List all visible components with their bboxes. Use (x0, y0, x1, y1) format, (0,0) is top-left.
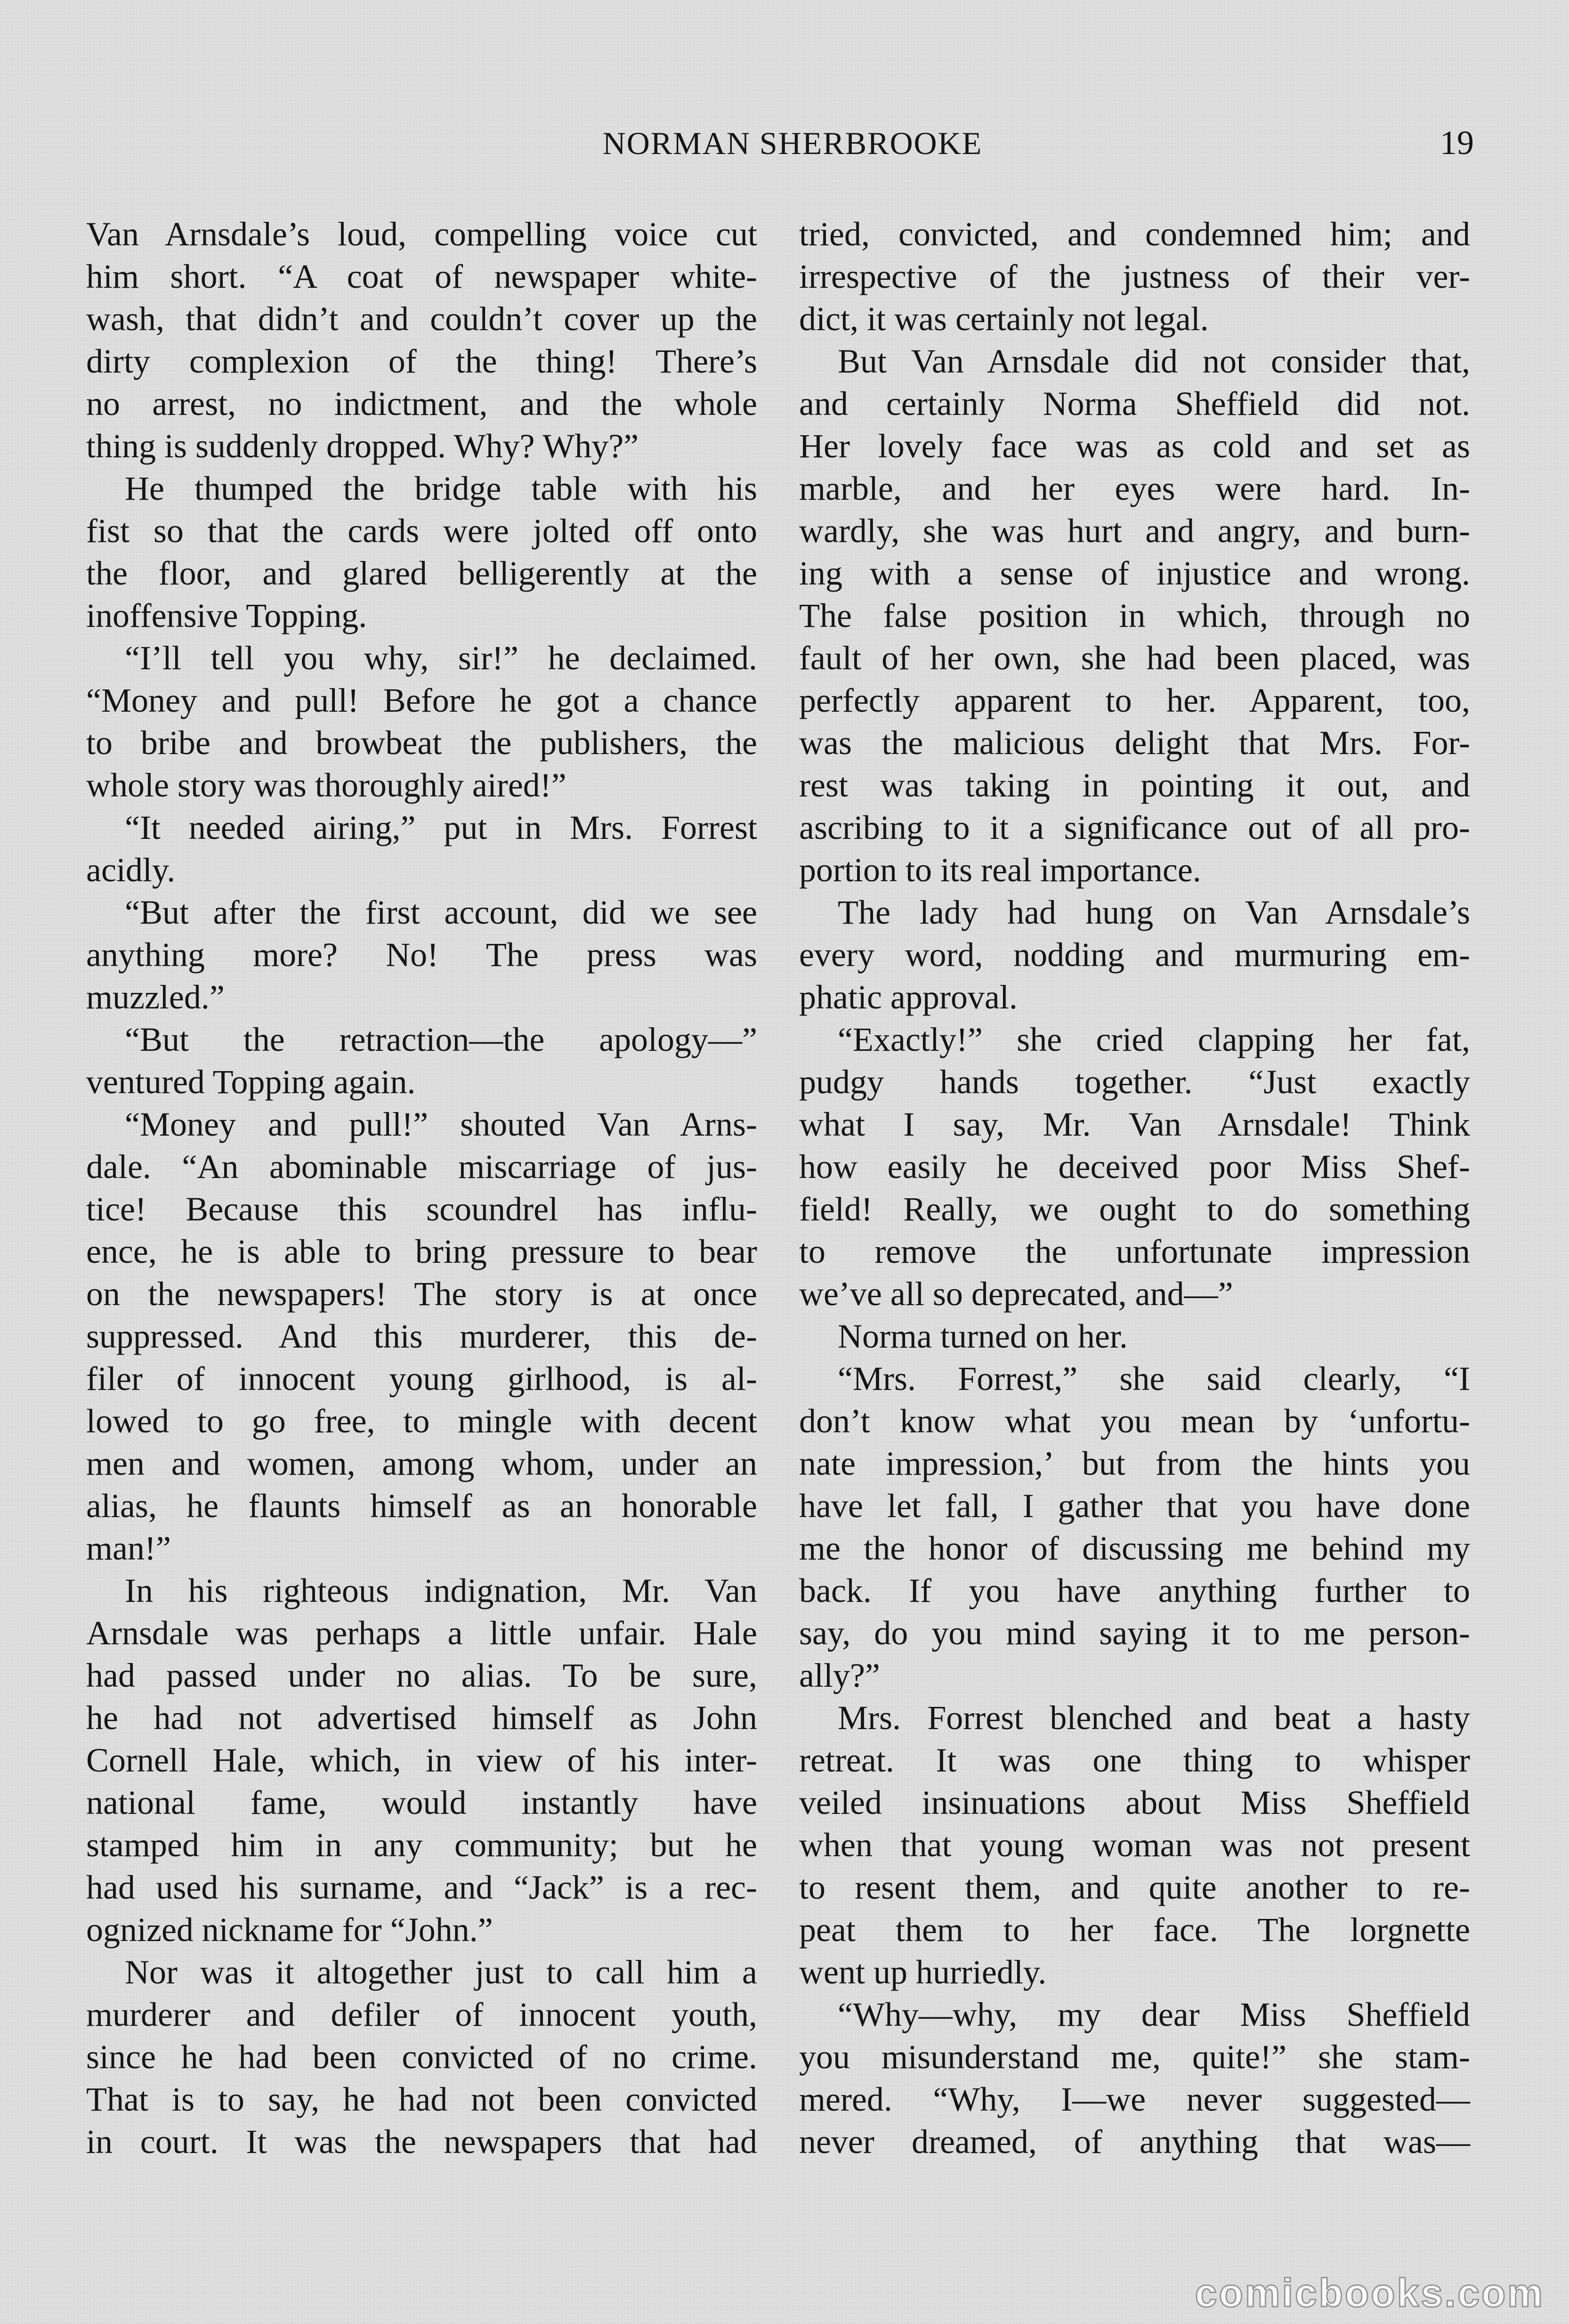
text-line: suppressed. And this murderer, this de- (86, 1317, 757, 1355)
text-line: ognized nickname for “John.” (86, 1911, 493, 1949)
text-line: to remove the unfortunate impression (799, 1233, 1470, 1270)
watermark-logo: comicbooks.com (1195, 2271, 1545, 2315)
text-line: tice! Because this scoundrel has influ- (86, 1190, 757, 1228)
text-line: rest was taking in pointing it out, and (799, 766, 1470, 804)
text-line: stamped him in any community; but he (86, 1826, 757, 1864)
text-line: anything more? No! The press was (86, 936, 757, 974)
text-line: pudgy hands together. “Just exactly (799, 1063, 1470, 1101)
text-line: inoffensive Topping. (86, 597, 367, 634)
text-line: “I’ll tell you why, sir!” he declaimed. (125, 639, 757, 677)
text-line: muzzled.” (86, 978, 225, 1016)
text-line: dirty complexion of the thing! There’s (86, 342, 757, 380)
text-line: Norma turned on her. (838, 1317, 1128, 1355)
text-line: thing is suddenly dropped. Why? Why?” (86, 427, 639, 465)
text-line: what I say, Mr. Van Arnsdale! Think (799, 1105, 1470, 1143)
text-line: no arrest, no indictment, and the whole (86, 385, 757, 423)
text-line: never dreamed, of anything that was— (799, 2123, 1470, 2161)
text-line: peat them to her face. The lorgnette (799, 1911, 1470, 1949)
text-line: went up hurriedly. (799, 1953, 1047, 1991)
text-line: filer of innocent young girlhood, is al- (86, 1360, 757, 1398)
text-line: to bribe and browbeat the publishers, the (86, 724, 757, 762)
text-line: phatic approval. (799, 978, 1018, 1016)
text-line: The lady had hung on Van Arnsdale’s (838, 894, 1470, 931)
text-line: had passed under no alias. To be sure, (86, 1657, 757, 1694)
text-line: Arnsdale was perhaps a little unfair. Hale (86, 1614, 757, 1652)
text-line: and certainly Norma Sheffield did not. (799, 385, 1470, 423)
text-line: nate impression,’ but from the hints you (799, 1445, 1470, 1482)
text-line: portion to its real importance. (799, 851, 1201, 889)
text-line: man!” (86, 1529, 171, 1567)
text-line: was the malicious delight that Mrs. For- (799, 724, 1470, 762)
text-line: ascribing to it a significance out of all pro- (799, 809, 1470, 846)
text-line: don’t know what you mean by ‘unfortu- (799, 1402, 1470, 1440)
text-line: wardly, she was hurt and angry, and burn- (799, 512, 1470, 550)
text-line: back. If you have anything further to (799, 1572, 1470, 1609)
text-line: you misunderstand me, quite!” she stam- (799, 2038, 1470, 2076)
text-line: “Money and pull!” shouted Van Arns- (125, 1105, 757, 1143)
text-line: fault of her own, she had been placed, was (799, 639, 1470, 677)
page-number: 19 (1440, 124, 1474, 162)
text-line: to resent them, and quite another to re- (799, 1869, 1470, 1906)
text-line: dale. “An abominable miscarriage of jus- (86, 1148, 757, 1186)
text-line: me the honor of discussing me behind my (799, 1529, 1470, 1567)
text-line: him short. “A coat of newspaper white- (86, 258, 757, 295)
text-line: alias, he flaunts himself as an honorable (86, 1487, 757, 1525)
text-line: fist so that the cards were jolted off onto (86, 512, 757, 550)
text-line: in court. It was the newspapers that had (86, 2123, 757, 2161)
text-line: “Why—why, my dear Miss Sheffield (838, 1996, 1470, 2033)
text-line: ally?” (799, 1657, 880, 1694)
text-line: veiled insinuations about Miss Sheffield (799, 1784, 1470, 1821)
text-line: he had not advertised himself as John (86, 1699, 757, 1737)
text-line: “It needed airing,” put in Mrs. Forrest (125, 809, 757, 846)
text-line: dict, it was certainly not legal. (799, 300, 1209, 338)
text-line: acidly. (86, 851, 176, 889)
text-line: had used his surname, and “Jack” is a rec- (86, 1869, 757, 1906)
text-line: retreat. It was one thing to whisper (799, 1741, 1470, 1779)
text-line: ing with a sense of injustice and wrong. (799, 554, 1470, 592)
text-line: have let fall, I gather that you have done (799, 1487, 1470, 1525)
text-line: The false position in which, through no (799, 597, 1470, 634)
text-line: perfectly apparent to her. Apparent, too, (799, 682, 1470, 719)
running-title: NORMAN SHERBROOKE (602, 125, 983, 161)
text-line: on the newspapers! The story is at once (86, 1275, 757, 1313)
left-text-column (86, 213, 757, 2163)
text-line: “Money and pull! Before he got a chance (86, 682, 757, 719)
text-line: murderer and defiler of innocent youth, (86, 1996, 757, 2033)
text-line: ventured Topping again. (86, 1063, 416, 1101)
text-line: when that young woman was not present (799, 1826, 1470, 1864)
right-text-column (799, 213, 1470, 2163)
text-line: Her lovely face was as cold and set as (799, 427, 1470, 465)
text-line: In his righteous indignation, Mr. Van (125, 1572, 757, 1609)
text-line: tried, convicted, and condemned him; and (799, 215, 1470, 253)
text-line: Cornell Hale, which, in view of his inter- (86, 1741, 757, 1779)
text-line: “Mrs. Forrest,” she said clearly, “I (838, 1360, 1470, 1398)
text-line: He thumped the bridge table with his (125, 470, 757, 507)
text-line: “But after the first account, did we see (125, 894, 757, 931)
text-line: ence, he is able to bring pressure to bear (86, 1233, 757, 1270)
text-line: mered. “Why, I—we never suggested— (799, 2080, 1470, 2118)
text-line: we’ve all so deprecated, and—” (799, 1275, 1233, 1313)
text-line: since he had been convicted of no crime. (86, 2038, 757, 2076)
text-line: say, do you mind saying it to me person- (799, 1614, 1470, 1652)
text-line: lowed to go free, to mingle with decent (86, 1402, 757, 1440)
text-line: men and women, among whom, under an (86, 1445, 757, 1482)
text-line: every word, nodding and murmuring em- (799, 936, 1470, 974)
text-line: the floor, and glared belligerently at the (86, 554, 757, 592)
text-line: “But the retraction—the apology—” (125, 1021, 757, 1058)
text-line: That is to say, he had not been convicted (86, 2080, 757, 2118)
text-line: marble, and her eyes were hard. In- (799, 470, 1470, 507)
text-line: whole story was thoroughly aired!” (86, 766, 566, 804)
text-line: irrespective of the justness of their ver- (799, 258, 1470, 295)
text-line: national fame, would instantly have (86, 1784, 757, 1821)
text-line: how easily he deceived poor Miss Shef- (799, 1148, 1470, 1186)
text-line: field! Really, we ought to do something (799, 1190, 1470, 1228)
text-line: But Van Arnsdale did not consider that, (838, 342, 1470, 380)
text-line: Van Arnsdale’s loud, compelling voice cut (86, 215, 757, 253)
text-line: wash, that didn’t and couldn’t cover up the (86, 300, 757, 338)
text-line: “Exactly!” she cried clapping her fat, (838, 1021, 1470, 1058)
text-line: Nor was it altogether just to call him a (125, 1953, 757, 1991)
text-line: Mrs. Forrest blenched and beat a hasty (838, 1699, 1470, 1737)
